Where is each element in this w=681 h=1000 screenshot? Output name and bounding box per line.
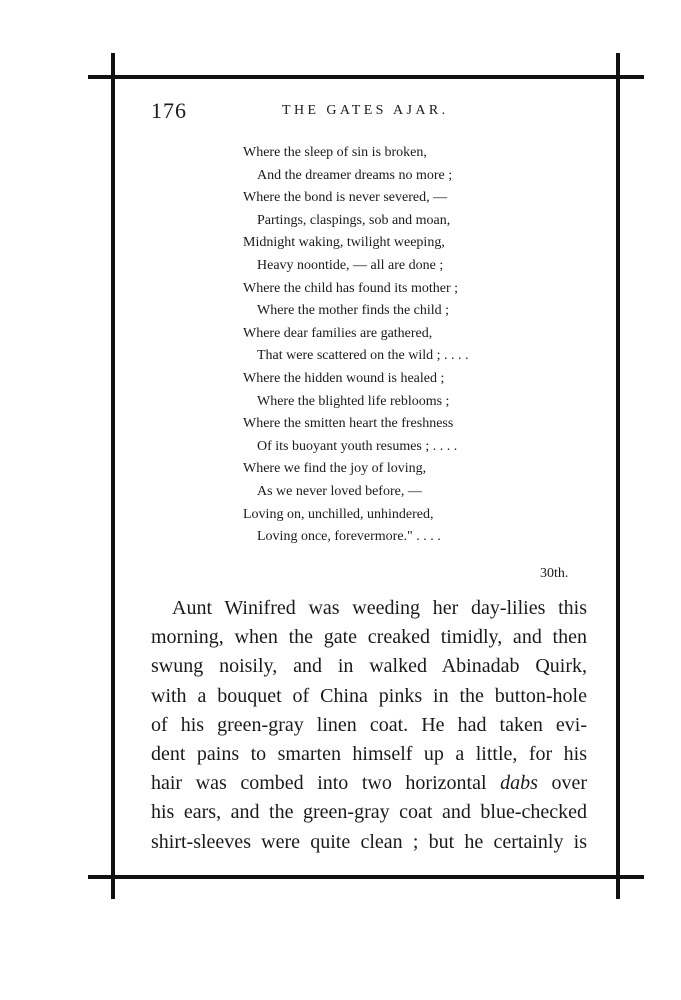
poem-line: Where the smitten heart the freshness [243, 416, 454, 432]
poem-block [243, 142, 573, 549]
poem-line: As we never loved before, — [257, 483, 422, 499]
top-border-rule [88, 75, 644, 79]
prose-line: dent pains to smarten himself up a little, for his [151, 743, 587, 766]
page-number: 176 [151, 98, 187, 123]
poem-line: Heavy noontide, — all are done ; [257, 257, 444, 273]
poem-line: Loving once, forevermore." . . . . [257, 529, 441, 545]
date-mark: 30th. [540, 566, 569, 581]
bottom-border-rule [88, 875, 644, 879]
prose-line: with a bouquet of China pinks in the button-hole [151, 684, 587, 707]
poem-line: Where the bond is never severed, — [243, 190, 448, 206]
prose-line-text: hair was combed into two horizontal [151, 772, 501, 795]
prose-line-tail: over [537, 772, 587, 795]
prose-line: swung noisily, and in walked Abinadab Quirk, [151, 655, 587, 678]
prose-paragraph [151, 594, 587, 857]
left-border-rule [111, 53, 115, 899]
poem-line: Where the hidden wound is healed ; [243, 370, 445, 386]
poem-line: Where the blighted life reblooms ; [257, 393, 450, 409]
poem-line: Loving on, unchilled, unhindered, [243, 506, 434, 522]
poem-line: Where dear families are gathered, [243, 325, 433, 341]
prose-line: morning, when the gate creaked timidly, and then [151, 626, 587, 649]
poem-line: Where the child has found its mother ; [243, 280, 458, 296]
prose-line: Aunt Winifred was weeding her day-lilies this [172, 597, 587, 619]
poem-line: Where the mother finds the child ; [257, 303, 450, 319]
poem-line: Of its buoyant youth resumes ; . . . . [257, 438, 458, 454]
poem-line: Where we find the joy of loving, [243, 461, 427, 477]
poem-line: And the dreamer dreams no more ; [257, 167, 453, 183]
prose-line: of his green-gray linen coat. He had taken evi- [151, 713, 587, 736]
prose-line: shirt-sleeves were quite clean ; but he certainly is [151, 830, 587, 853]
poem-line: Partings, claspings, sob and moan, [257, 212, 451, 228]
poem-line: Midnight waking, twilight weeping, [243, 235, 445, 251]
running-title: THE GATES AJAR. [282, 103, 449, 118]
italic-word: dabs [500, 772, 538, 795]
prose-line-with-italic [151, 769, 587, 798]
poem-line: Where the sleep of sin is broken, [243, 145, 427, 160]
poem-line: That were scattered on the wild ; . . . . [257, 348, 469, 364]
right-border-rule [616, 53, 620, 899]
prose-line: his ears, and the green-gray coat and blue-checked [151, 801, 587, 824]
